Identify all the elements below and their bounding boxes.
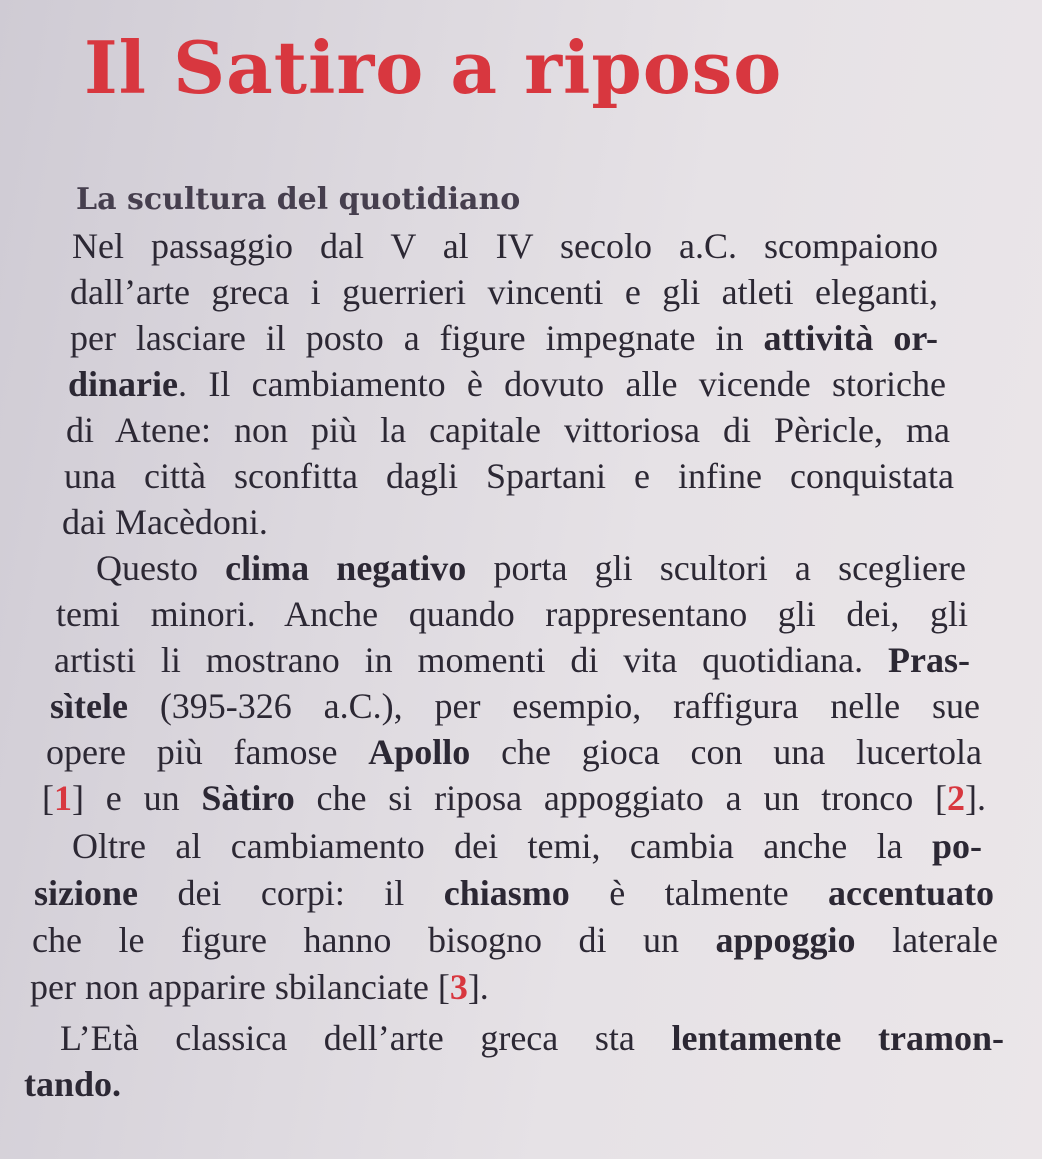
text-line [32, 917, 998, 963]
text-run: ]. [467, 967, 489, 1007]
text-line [66, 407, 950, 453]
text-run: [ [42, 778, 54, 818]
bold-term: chiasmo [443, 873, 570, 913]
text-run: ] e un [72, 778, 202, 818]
text-run: per non apparire sbilanciate [ [30, 967, 450, 1007]
text-line [56, 591, 968, 637]
text-run: ]. [965, 778, 987, 818]
bold-term: appoggio [715, 920, 856, 960]
text-run: Nel passaggio dal V al IV secolo a.C. scompaiono [72, 226, 938, 266]
text-run: è talmente [569, 873, 829, 913]
text-line [70, 315, 938, 361]
text-run: artisti li mostrano in momenti di vita quotidiana. [54, 640, 889, 680]
text-line [62, 499, 268, 545]
bold-term: Apollo [368, 732, 471, 772]
text-run: temi minori. Anche quando rappresentano gli dei, gli [56, 594, 968, 634]
text-line [68, 361, 946, 407]
text-line [70, 269, 938, 315]
text-line [60, 1015, 1004, 1061]
text-run: che si riposa appoggiato a un tronco [ [294, 778, 948, 818]
bold-term: tando. [24, 1064, 122, 1104]
text-run: che le figure hanno bisogno di un [32, 920, 716, 960]
bold-term: sìtele [50, 686, 128, 726]
text-run: L’Età classica dell’arte greca sta [60, 1018, 672, 1058]
text-line [64, 453, 954, 499]
page-title: Il Satiro a riposo [84, 25, 783, 110]
text-line [34, 870, 994, 916]
text-run: laterale [855, 920, 998, 960]
bold-term: lentamente tramon- [671, 1018, 1004, 1058]
bold-term: sizione [34, 873, 138, 913]
text-run: Oltre al cambiamento dei temi, cambia anche la [72, 826, 932, 866]
bold-term: Pras- [888, 640, 970, 680]
text-run: dai Macèdoni. [62, 502, 268, 542]
bold-term: clima negativo [225, 548, 467, 588]
text-run: dall’arte greca i guerrieri vincenti e gli atleti eleganti, [70, 272, 938, 312]
text-run: che gioca con una lucertola [470, 732, 982, 772]
text-line [54, 637, 970, 683]
text-run: porta gli scultori a scegliere [466, 548, 966, 588]
bold-term: dinarie [68, 364, 179, 404]
text-run: di Atene: non più la capitale vittoriosa di Pèricle, ma [66, 410, 950, 450]
section-subtitle: La scultura del quotidiano [76, 182, 521, 217]
text-line [46, 729, 982, 775]
bold-term: attività or- [763, 318, 938, 358]
figure-reference: 3 [449, 967, 468, 1007]
text-line [42, 775, 986, 821]
text-run: opere più famose [46, 732, 369, 772]
text-run: (395-326 a.C.), per esempio, raffigura nelle sue [127, 686, 980, 726]
figure-reference: 1 [54, 778, 72, 818]
bold-term: Sàtiro [201, 778, 295, 818]
text-line [96, 545, 966, 591]
bold-term: po- [931, 826, 982, 866]
figure-reference: 2 [947, 778, 966, 818]
text-run: dei corpi: il [138, 873, 444, 913]
text-run: una città sconfitta dagli Spartani e infine conquistata [64, 456, 954, 496]
text-line [50, 683, 980, 729]
text-line [24, 1061, 121, 1107]
text-run: . Il cambiamento è dovuto alle vicende storiche [178, 364, 946, 404]
text-line [72, 223, 938, 269]
text-line [72, 823, 982, 869]
text-run: per lasciare il posto a figure impegnate in [70, 318, 764, 358]
text-run: Questo [96, 548, 226, 588]
text-line [30, 964, 489, 1010]
bold-term: accentuato [828, 873, 994, 913]
